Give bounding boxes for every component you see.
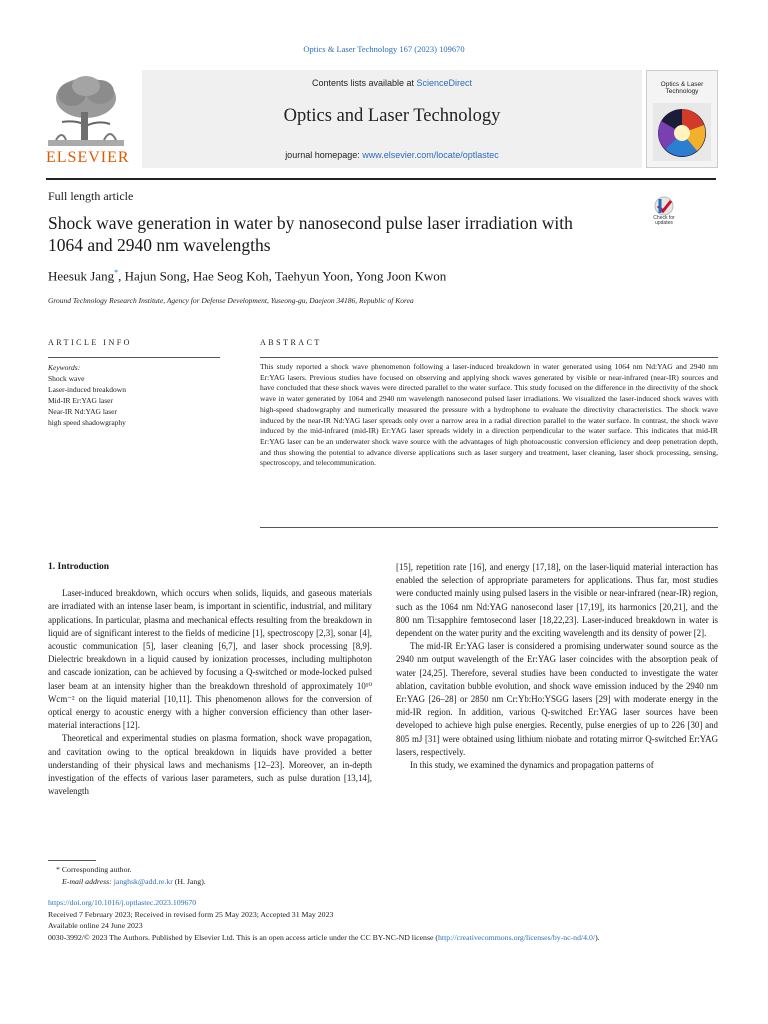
corresponding-author-mark[interactable]: *: [114, 268, 119, 277]
abstract-text: This study reported a shock wave phenomenon following a laser-induced breakdown in water generated using 1064 nm Nd:YAG and 2940 nm Er:YAG lasers. Previous studies have focused on observing and applying shock waves generated by visible or near-infrared (near-IR) sources and have concluded that these shock waves were directed parallel to the water surface. This study focused on the difference in the directivity of the shock wave in water generated by 1064 and 2940 nm wavelength nanosecond pulsed laser irradiations. We visualized the laser-induced shock waves with high-speed shadowgraphy and numerically measured the pressure with a hydrophone to evaluate the directivity characteristics. The shock wave induced by the near-IR Nd:YAG laser spreads only over a narrow area in a radial direction parallel to the water surface. In contrast, the shock wave induced by the mid-infrared (mid-IR) Er:YAG laser spreads widely in a direction perpendicular to the water surface. This indicates that mid-IR Er:YAG laser can be an underwater shock wave source with the advantages of high photoacoustic conversion efficiency and deep penetration depth, and thus showing the potential to advance diverse applications such as laser surgery and treatment, laser cleaning, laser shock processing, sensing, spectroscopy, and telecommunication.: [260, 362, 718, 468]
check-for-updates-badge[interactable]: [648, 196, 680, 232]
body-paragraph: Theoretical and experimental studies on plasma formation, shock wave propagation, and cavitation owing to the optical breakdown in liquids have provided a better understanding of their physical laws and mechanisms [12–23]. Moreover, an in-depth investigation of the effects of various laser parameters, such as pulse duration [13,14], wavelength: [48, 733, 372, 797]
contents-prefix: Contents lists available at: [311, 78, 417, 88]
journal-cover[interactable]: [646, 70, 718, 168]
journal-title: Optics and Laser Technology: [283, 106, 501, 126]
cover-art-icon: [653, 103, 711, 161]
elsevier-tree-icon: [48, 74, 124, 146]
corresponding-note: * Corresponding author.: [56, 865, 132, 874]
keyword-item: Near-IR Nd:YAG laser: [48, 407, 117, 416]
abstract-heading: ABSTRACT: [260, 338, 322, 347]
section-heading: 1. Introduction: [48, 562, 110, 572]
footnotes: [48, 864, 718, 888]
article-metadata: [48, 897, 718, 943]
footnote-divider: [48, 860, 96, 861]
article-title: Shock wave generation in water by nanosecond pulse laser irradiation with 1064 and 2940 nm wavelengths: [48, 213, 573, 255]
keyword-item: Laser-induced breakdown: [48, 385, 126, 394]
journal-header: [46, 70, 716, 170]
keyword-item: Shock wave: [48, 374, 85, 383]
abstract-bottom-divider: [260, 527, 718, 528]
history-dates: Received 7 February 2023; Received in revised form 25 May 2023; Accepted 31 May 2023: [48, 909, 334, 919]
email-note: [48, 876, 718, 888]
body-paragraph: The mid-IR Er:YAG laser is considered a promising underwater sound source as the 2940 nm output wavelength of the Er:YAG laser coincides with the absorption peak of water [24,25]. Therefore, several studies have been conducted to investigate the water ablation, cavitation bubble evolution, and shock wave emission induced by the 2940 nm Er:YAG [26–28] or 2850 nm Cr:Yb:Ho:YSGG lasers [29] with moderate energy in the mid-IR region. In addition, various Q-switched Er:YAG laser sources have been developed to achieve high pulse energies. Recently, pulse energies of up to 226 [30] and 805 mJ [31] were obtained using lithium niobate and rotating mirror Q-switched Er:YAG lasers, respectively.: [396, 641, 718, 757]
abstract-divider: [260, 357, 718, 358]
homepage-prefix: journal homepage:: [285, 150, 363, 160]
cover-title: Optics & Laser Technology: [660, 81, 704, 95]
email-label: E-mail address:: [62, 877, 114, 886]
email-suffix: (H. Jang).: [172, 877, 206, 886]
publisher-logo[interactable]: [46, 70, 130, 166]
body-column-left: [48, 561, 372, 798]
homepage-line: [142, 150, 642, 160]
body-paragraph: Laser-induced breakdown, which occurs when solids, liquids, and gaseous materials are irradiated with an intense laser beam, is important in scientific, industrial, and military applications. In particular, plasma and mechanical effects resulting from the breakdown in liquid are of significant interest to the fields of medicine [1], spectroscopy [2,3], sonar [4], acoustic communication [5], laser cleaning [6,7], and laser shock processing [8,9]. Dielectric breakdown in a liquid caused by ionization processes, including multiphoton and cascade ionization, can be achieved by focusing a Q-switched or mode-locked pulsed laser beam at an intensity higher than the breakdown threshold of approximately 10¹⁰ Wcm⁻² on the liquid material [10,11]. This phenomenon allows for the conversion of optical energy to acoustic energy with a higher conversion efficiency than other laser-material interactions [12].: [48, 588, 372, 731]
article-info-divider: [48, 357, 220, 358]
body-paragraph: [15], repetition rate [16], and energy [17,18], on the laser-liquid material interaction has enabled the selection of appropriate parameters for applications. Thus far, most studies were conducted mainly using pulsed lasers in the visible or near-infrared (near-IR) region, such as the 1064 nm Nd:YAG nanosecond laser [17,19], its harmonics [20,21], and the 800 nm Ti:sapphire femtosecond laser [18,22,23]. Laser-induced breakdown in water is dependent on the water purity and the exciting wavelength and its density of power [2].: [396, 562, 718, 639]
header-divider: [46, 178, 716, 180]
sciencedirect-link[interactable]: ScienceDirect: [416, 78, 473, 88]
email-link[interactable]: janghsk@add.re.kr: [113, 877, 173, 886]
keywords-block: [48, 362, 220, 428]
keyword-item: Mid-IR Er:YAG laser: [48, 396, 113, 405]
contents-line: [142, 78, 642, 88]
keyword-item: high speed shadowgraphy: [48, 418, 126, 427]
other-authors: , Hajun Song, Hae Seog Koh, Taehyun Yoon, Yong Joon Kwon: [118, 268, 447, 284]
article-info-heading: ARTICLE INFO: [48, 338, 132, 347]
crossmark-label: Check for updates: [653, 215, 675, 226]
first-author[interactable]: Heesuk Jang: [48, 268, 115, 284]
license-link[interactable]: http://creativecommons.org/licenses/by-nc-nd/4.0/: [438, 932, 596, 942]
journal-banner: [142, 70, 642, 168]
doi-link[interactable]: https://doi.org/10.1016/j.optlastec.2023.109670: [48, 898, 197, 907]
crossmark-icon: [648, 196, 680, 216]
body-column-right: [396, 561, 718, 772]
affiliation: Ground Technology Research Institute, Agency for Defense Development, Yuseong-gu, Daejeon 34186, Republic of Korea: [48, 296, 414, 305]
homepage-link[interactable]: www.elsevier.com/locate/optlastec: [362, 150, 499, 160]
keywords-label: Keywords:: [48, 363, 81, 372]
author-list: [48, 268, 446, 284]
body-paragraph: In this study, we examined the dynamics and propagation patterns of: [410, 760, 654, 771]
license-line: [48, 932, 718, 944]
journal-reference[interactable]: Optics & Laser Technology 167 (2023) 109670: [303, 44, 465, 54]
license-suffix: ).: [595, 932, 600, 942]
license-text: 0030-3992/© 2023 The Authors. Published by Elsevier Ltd. This is an open access article under the CC BY-NC-ND license (: [48, 932, 438, 942]
online-date: Available online 24 June 2023: [48, 921, 143, 930]
publisher-wordmark: ELSEVIER: [46, 149, 130, 166]
article-type: Full length article: [48, 189, 134, 203]
